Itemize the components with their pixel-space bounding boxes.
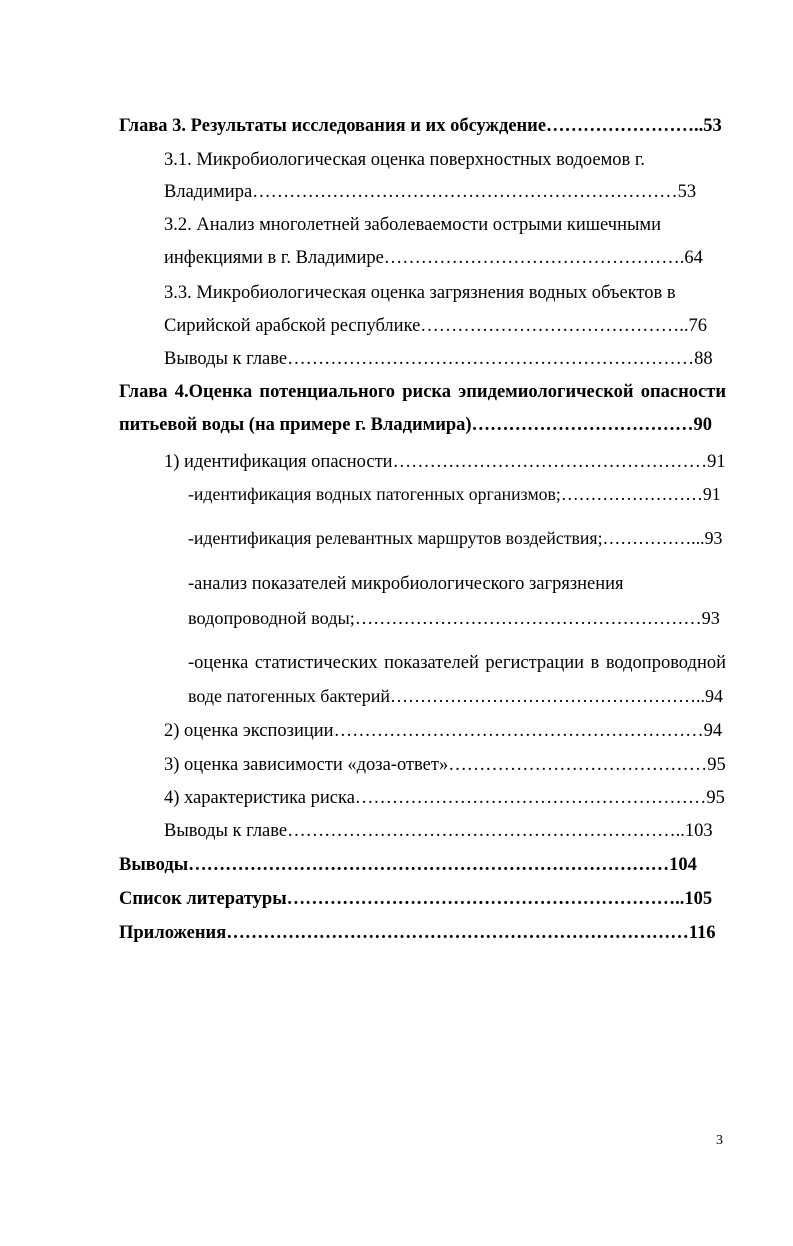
toc-item-1c-line2: водопроводной воды;…………………………………………………93	[188, 608, 720, 628]
toc-item-3: 3) оценка зависимости «доза-ответ»……………………………………95	[164, 755, 726, 775]
toc-item-1a: -идентификация водных патогенных организмов;……………………91	[188, 484, 721, 504]
toc-chapter-4-conclusions: Выводы к главе………………………………………………………..103	[164, 821, 713, 841]
toc-section-3-2-line1: 3.2. Анализ многолетней заболеваемости острыми кишечными	[164, 215, 662, 235]
toc-item-1b: -идентификация релевантных маршрутов воздействия;……………...93	[188, 528, 723, 548]
toc-conclusions: Выводы……………………………………………………………………104	[119, 855, 697, 875]
toc-appendices: Приложения…………………………………………………………………116	[119, 923, 716, 943]
toc-section-3-3-line2: Сирийской арабской республике……………………………………..76	[164, 316, 708, 336]
toc-item-1: 1) идентификация опасности……………………………………………91	[164, 452, 726, 472]
toc-item-1d-line1: -оценка статистических показателей регистрации в водопроводной	[188, 653, 726, 673]
toc-chapter-4-title-line2: питьевой воды (на примере г. Владимира)………………………………90	[119, 415, 713, 435]
toc-section-3-3-line1: 3.3. Микробиологическая оценка загрязнения водных объектов в	[164, 283, 676, 303]
toc-section-3-2-line2: инфекциями в г. Владимире………………………………………….64	[164, 248, 703, 268]
toc-section-3-1-line2: Владимира……………………………………………………………53	[164, 182, 697, 202]
toc-chapter-4-title-line1: Глава 4.Оценка потенциального риска эпидемиологической опасности	[119, 382, 726, 402]
page-number: 3	[716, 1133, 723, 1148]
toc-references: Список литературы………………………………………………………..105	[119, 889, 713, 909]
toc-item-2: 2) оценка экспозиции……………………………………………………94	[164, 721, 723, 741]
toc-item-1d-line2: воде патогенных бактерий……………………………………………..94	[188, 686, 724, 706]
toc-section-3-1-line1: 3.1. Микробиологическая оценка поверхностных водоемов г.	[164, 150, 646, 170]
toc-item-1c-line1: -анализ показателей микробиологического загрязнения	[188, 574, 624, 594]
toc-chapter-3-title: Глава 3. Результаты исследования и их обсуждение……………………..53	[119, 116, 722, 136]
toc-chapter-3-conclusions: Выводы к главе…………………………………………………………88	[164, 349, 713, 369]
toc-item-4: 4) характеристика риска…………………………………………………95	[164, 788, 725, 808]
